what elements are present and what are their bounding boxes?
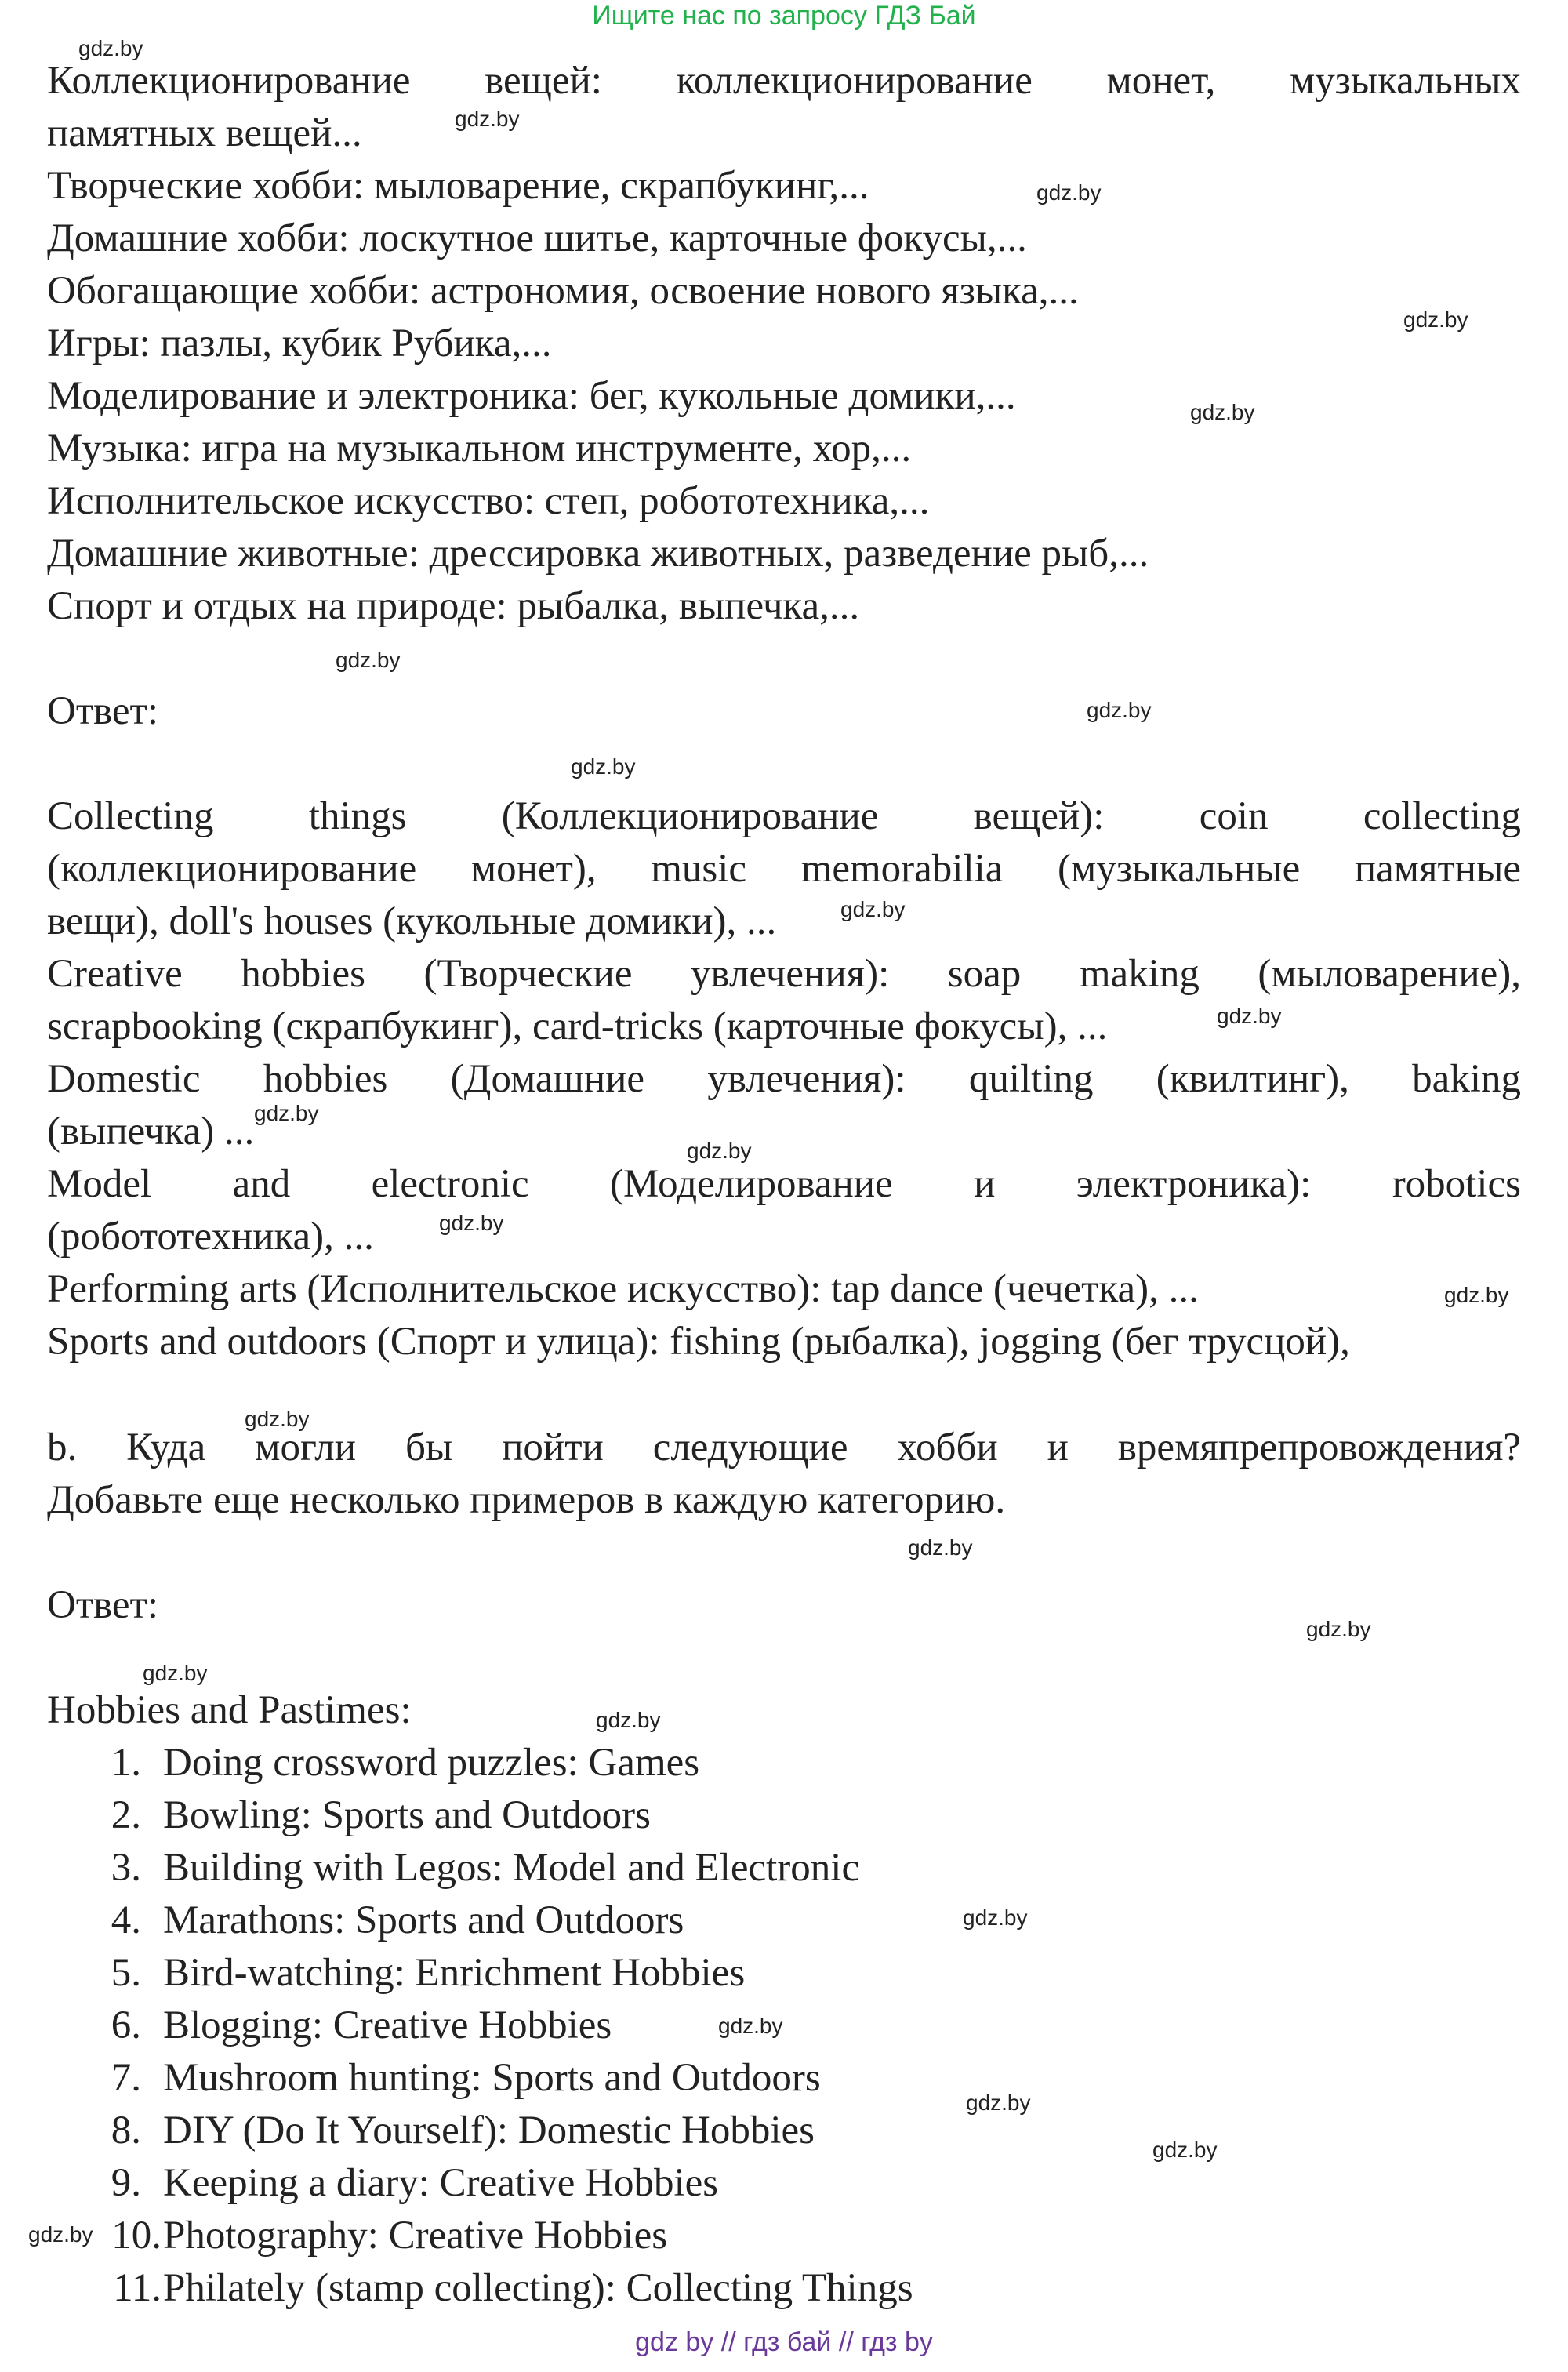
list-number: 6. — [111, 2003, 141, 2047]
list-number: 2. — [111, 1793, 141, 1837]
watermark: gdz.by — [571, 754, 636, 779]
watermark: gdz.by — [908, 1535, 973, 1560]
list-number: 3. — [111, 1846, 141, 1890]
watermark: gdz.by — [1087, 698, 1152, 722]
list-item: Doing crossword puzzles: Games — [163, 1741, 700, 1785]
category-line: памятных вещей... — [47, 111, 362, 155]
top-banner: Ищите нас по запросу ГДЗ Бай — [592, 1, 976, 31]
answer-line: Creative hobbies (Творческие увлечения): soap making (мыловарение), — [47, 952, 1521, 996]
watermark: gdz.by — [143, 1661, 208, 1685]
question-b-line: b. Куда могли бы пойти следующие хобби и времяпрепровождения? — [47, 1426, 1521, 1469]
question-b-line: Добавьте еще несколько примеров в каждую категорию. — [47, 1478, 1006, 1522]
answer-line: (выпечка) ... — [47, 1110, 255, 1153]
answer-b-label: Ответ: — [47, 1583, 158, 1627]
watermark: gdz.by — [1403, 307, 1468, 332]
category-line: Музыка: игра на музыкальном инструменте, хор,... — [47, 427, 912, 470]
answer-line: Domestic hobbies (Домашние увлечения): quilting (квилтинг), baking — [47, 1057, 1521, 1101]
list-item: Photography: Creative Hobbies — [163, 2214, 668, 2258]
category-line: Творческие хобби: мыловарение, скрапбукинг,... — [47, 164, 869, 208]
list-number: 10. — [111, 2214, 162, 2258]
list-item: Bird-watching: Enrichment Hobbies — [163, 1951, 746, 1995]
footer-links: gdz by // гдз бай // гдз by — [635, 2327, 933, 2357]
list-item: DIY (Do It Yourself): Domestic Hobbies — [163, 2109, 815, 2152]
answer-line: Model and electronic (Моделирование и электроника): robotics — [47, 1162, 1521, 1206]
list-number: 8. — [111, 2109, 141, 2152]
answer-line: Collecting things (Коллекционирование вещей): coin collecting — [47, 794, 1521, 838]
watermark: gdz.by — [966, 2090, 1031, 2115]
watermark: gdz.by — [1152, 2138, 1218, 2162]
list-item: Philately (stamp collecting): Collecting Things — [163, 2266, 913, 2310]
list-item: Building with Legos: Model and Electronic — [163, 1846, 860, 1890]
list-number: 5. — [111, 1951, 141, 1995]
watermark: gdz.by — [1036, 180, 1102, 205]
watermark: gdz.by — [687, 1139, 752, 1163]
category-line: Спорт и отдых на природе: рыбалка, выпечка,... — [47, 584, 860, 628]
category-line: Домашние животные: дрессировка животных, разведение рыб,... — [47, 532, 1149, 576]
answer-line: (робототехника), ... — [47, 1215, 374, 1259]
category-line: Игры: пазлы, кубик Рубика,... — [47, 321, 552, 365]
category-line: Коллекционирование вещей: коллекционирование монет, музыкальных — [47, 59, 1521, 103]
answer-line: scrapbooking (скрапбукинг), card-tricks (карточные фокусы), ... — [47, 1004, 1108, 1048]
list-number: 7. — [111, 2056, 141, 2100]
watermark: gdz.by — [1217, 1004, 1282, 1028]
list-item: Bowling: Sports and Outdoors — [163, 1793, 651, 1837]
watermark: gdz.by — [245, 1407, 310, 1431]
category-line: Исполнительское искусство: степ, робототехника,... — [47, 479, 930, 523]
list-item: Marathons: Sports and Outdoors — [163, 1898, 684, 1942]
watermark: gdz.by — [28, 2222, 93, 2247]
list-item: Mushroom hunting: Sports and Outdoors — [163, 2056, 821, 2100]
category-line: Обогащающие хобби: астрономия, освоение нового языка,... — [47, 269, 1079, 313]
watermark: gdz.by — [840, 897, 906, 921]
watermark: gdz.by — [78, 36, 143, 60]
category-line: Моделирование и электроника: бег, кукольные домики,... — [47, 374, 1016, 418]
watermark: gdz.by — [254, 1101, 319, 1125]
watermark: gdz.by — [336, 648, 401, 672]
answer-line: (коллекционирование монет), music memorabilia (музыкальные памятные — [47, 847, 1521, 891]
answer-label: Ответ: — [47, 689, 158, 733]
watermark: gdz.by — [718, 2014, 783, 2038]
watermark: gdz.by — [1306, 1617, 1371, 1641]
watermark: gdz.by — [455, 107, 520, 131]
answer-line: Performing arts (Исполнительское искусство): tap dance (чечетка), ... — [47, 1267, 1199, 1311]
list-number: 11. — [113, 2266, 162, 2310]
answer-line: Sports and outdoors (Спорт и улица): fishing (рыбалка), jogging (бег трусцой), — [47, 1320, 1350, 1364]
list-number: 1. — [111, 1741, 141, 1785]
category-line: Домашние хобби: лоскутное шитье, карточные фокусы,... — [47, 216, 1027, 260]
watermark: gdz.by — [1190, 400, 1255, 424]
list-number: 4. — [111, 1898, 141, 1942]
watermark: gdz.by — [439, 1211, 504, 1235]
list-item: Keeping a diary: Creative Hobbies — [163, 2161, 719, 2205]
watermark: gdz.by — [596, 1708, 661, 1732]
watermark: gdz.by — [963, 1905, 1028, 1930]
hobbies-title: Hobbies and Pastimes: — [47, 1688, 412, 1732]
list-item: Blogging: Creative Hobbies — [163, 2003, 612, 2047]
answer-line: вещи), doll's houses (кукольные домики), ... — [47, 899, 777, 943]
watermark: gdz.by — [1444, 1283, 1509, 1307]
list-number: 9. — [111, 2161, 141, 2205]
